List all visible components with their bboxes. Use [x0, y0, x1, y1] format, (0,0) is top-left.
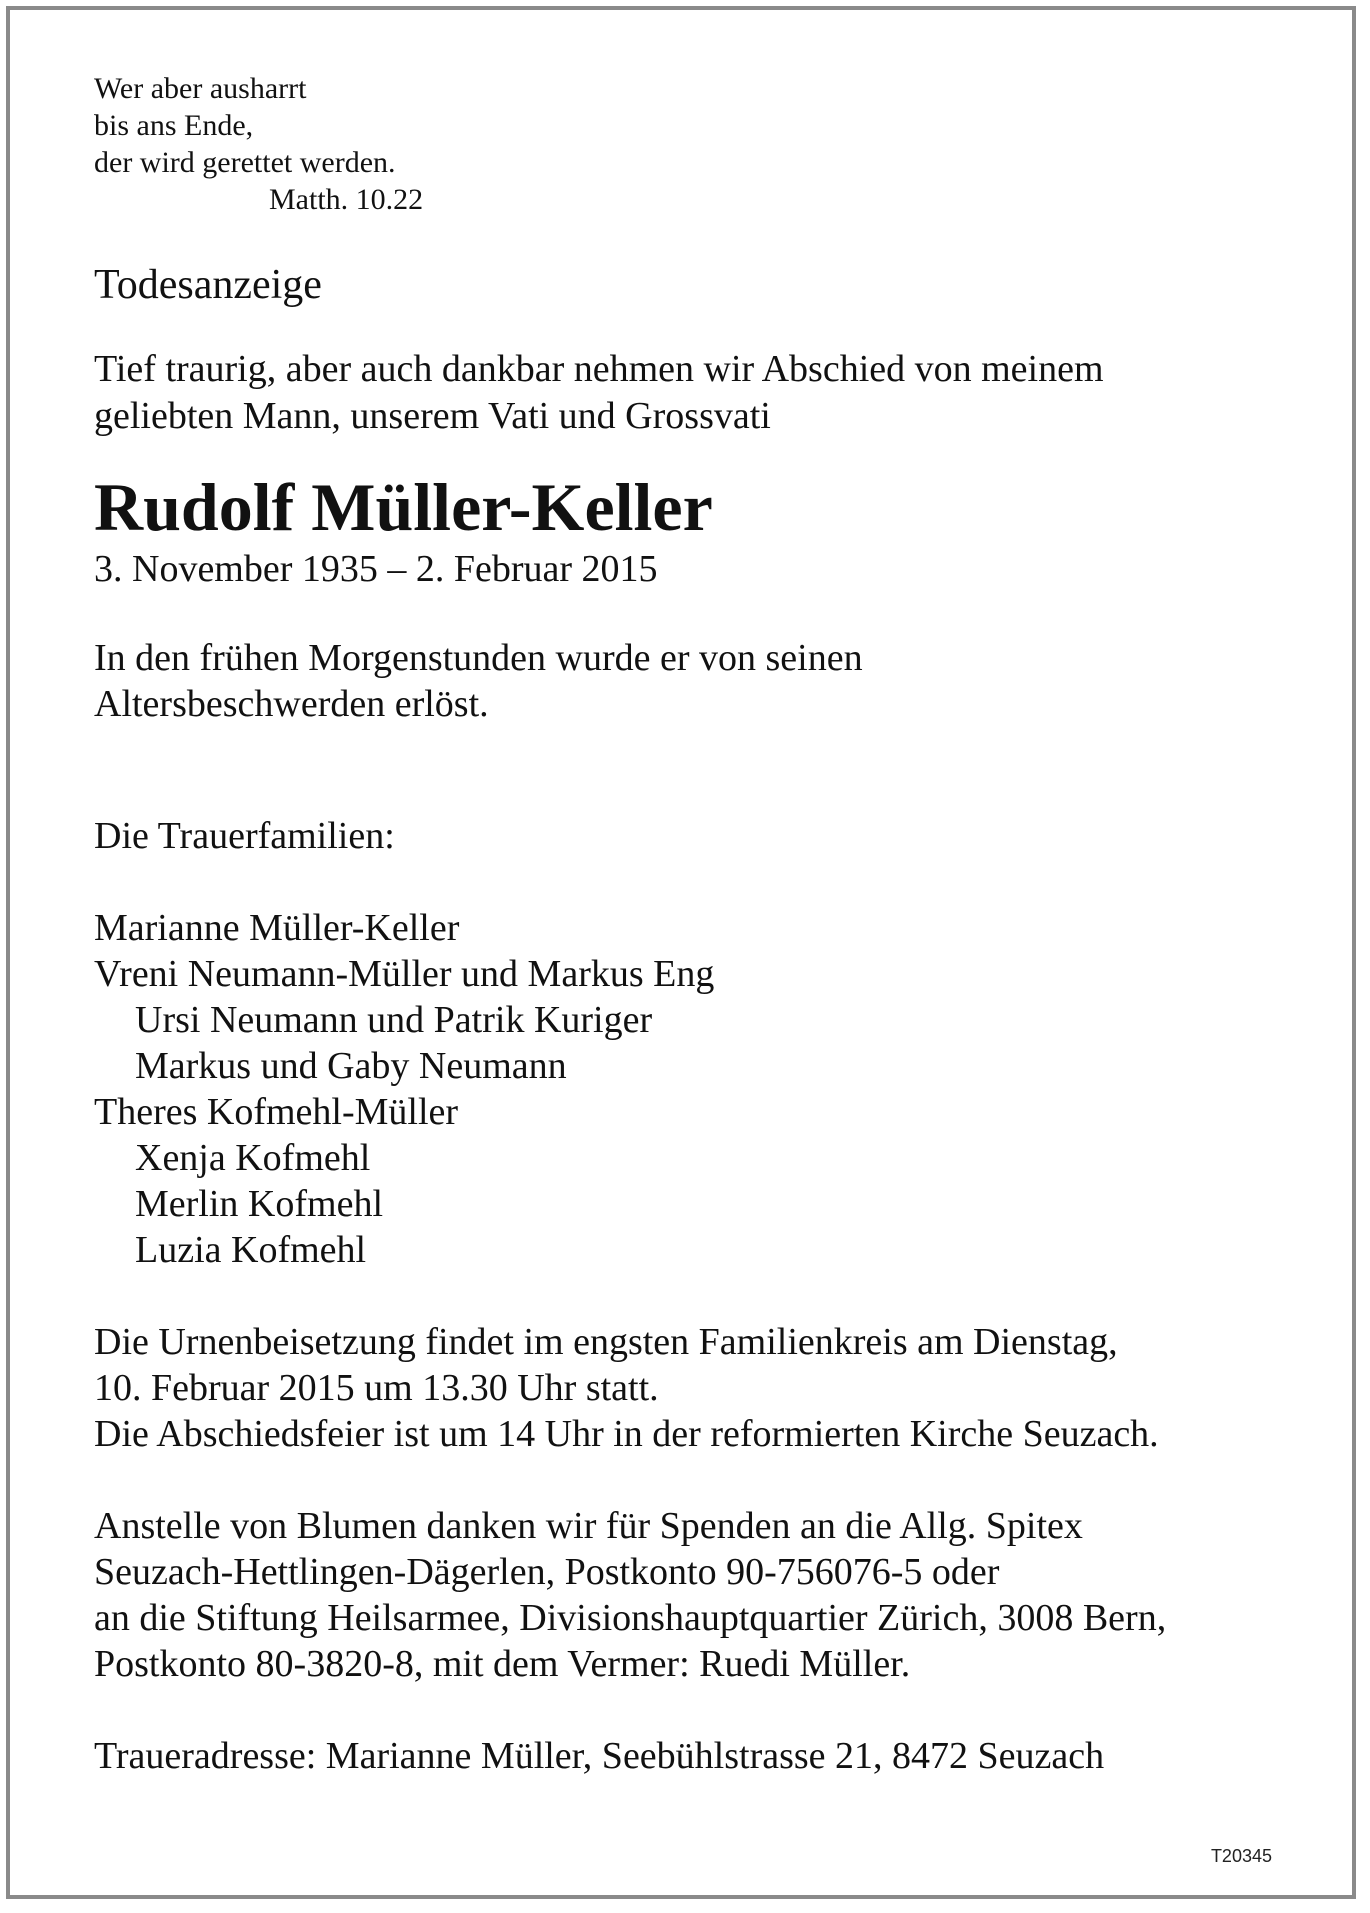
mourning-address: Traueradresse: Marianne Müller, Seebühlstrasse 21, 8472 Seuzach [94, 1735, 1105, 1777]
family-member: Luzia Kofmehl [135, 1229, 367, 1271]
verse-line: bis ans Ende, [94, 109, 254, 142]
families-label: Die Trauerfamilien: [94, 815, 395, 857]
family-member: Ursi Neumann und Patrik Kuriger [135, 999, 653, 1041]
family-member: Theres Kofmehl-Müller [94, 1091, 459, 1133]
verse-line: der wird gerettet werden. [94, 146, 396, 179]
donation-line: Anstelle von Blumen danken wir für Spenden an die Allg. Spitex [94, 1505, 1083, 1547]
ad-code: T20345 [1210, 1846, 1272, 1866]
donation-line: Seuzach-Hettlingen-Dägerlen, Postkonto 90-756076-5 oder [94, 1551, 1000, 1593]
passing-paragraph [94, 635, 1294, 727]
bible-verse [94, 70, 1294, 218]
notice-content [94, 70, 1294, 1779]
intro-line: Tief traurig, aber auch dankbar nehmen wir Abschied von meinem [94, 348, 1104, 390]
funeral-line: 10. Februar 2015 um 13.30 Uhr statt. [94, 1367, 659, 1409]
passing-line: Altersbeschwerden erlöst. [94, 683, 489, 725]
donation-line: an die Stiftung Heilsarmee, Divisionshauptquartier Zürich, 3008 Bern, [94, 1597, 1167, 1639]
family-member: Xenja Kofmehl [135, 1137, 371, 1179]
life-dates: 3. November 1935 – 2. Februar 2015 [94, 548, 658, 590]
family-member: Markus und Gaby Neumann [135, 1045, 567, 1087]
passing-line: In den frühen Morgenstunden wurde er von seinen [94, 637, 863, 679]
notice-frame [6, 6, 1356, 1899]
donation-paragraph [94, 1503, 1294, 1687]
intro-paragraph [94, 346, 1294, 440]
donation-line: Postkonto 80-3820-8, mit dem Vermer: Ruedi Müller. [94, 1643, 911, 1685]
family-member: Marianne Müller-Keller [94, 907, 460, 949]
funeral-line: Die Abschiedsfeier ist um 14 Uhr in der reformierten Kirche Seuzach. [94, 1413, 1159, 1455]
notice-heading: Todesanzeige [94, 262, 322, 308]
funeral-paragraph [94, 1319, 1294, 1457]
family-member: Vreni Neumann-Müller und Markus Eng [94, 953, 715, 995]
verse-reference: Matth. 10.22 [269, 183, 424, 216]
deceased-name: Rudolf Müller-Keller [94, 469, 713, 545]
funeral-line: Die Urnenbeisetzung findet im engsten Familienkreis am Dienstag, [94, 1321, 1118, 1363]
family-member: Merlin Kofmehl [135, 1183, 384, 1225]
verse-line: Wer aber ausharrt [94, 72, 307, 105]
intro-line: geliebten Mann, unserem Vati und Grossvati [94, 395, 771, 437]
family-list [94, 905, 1294, 1273]
